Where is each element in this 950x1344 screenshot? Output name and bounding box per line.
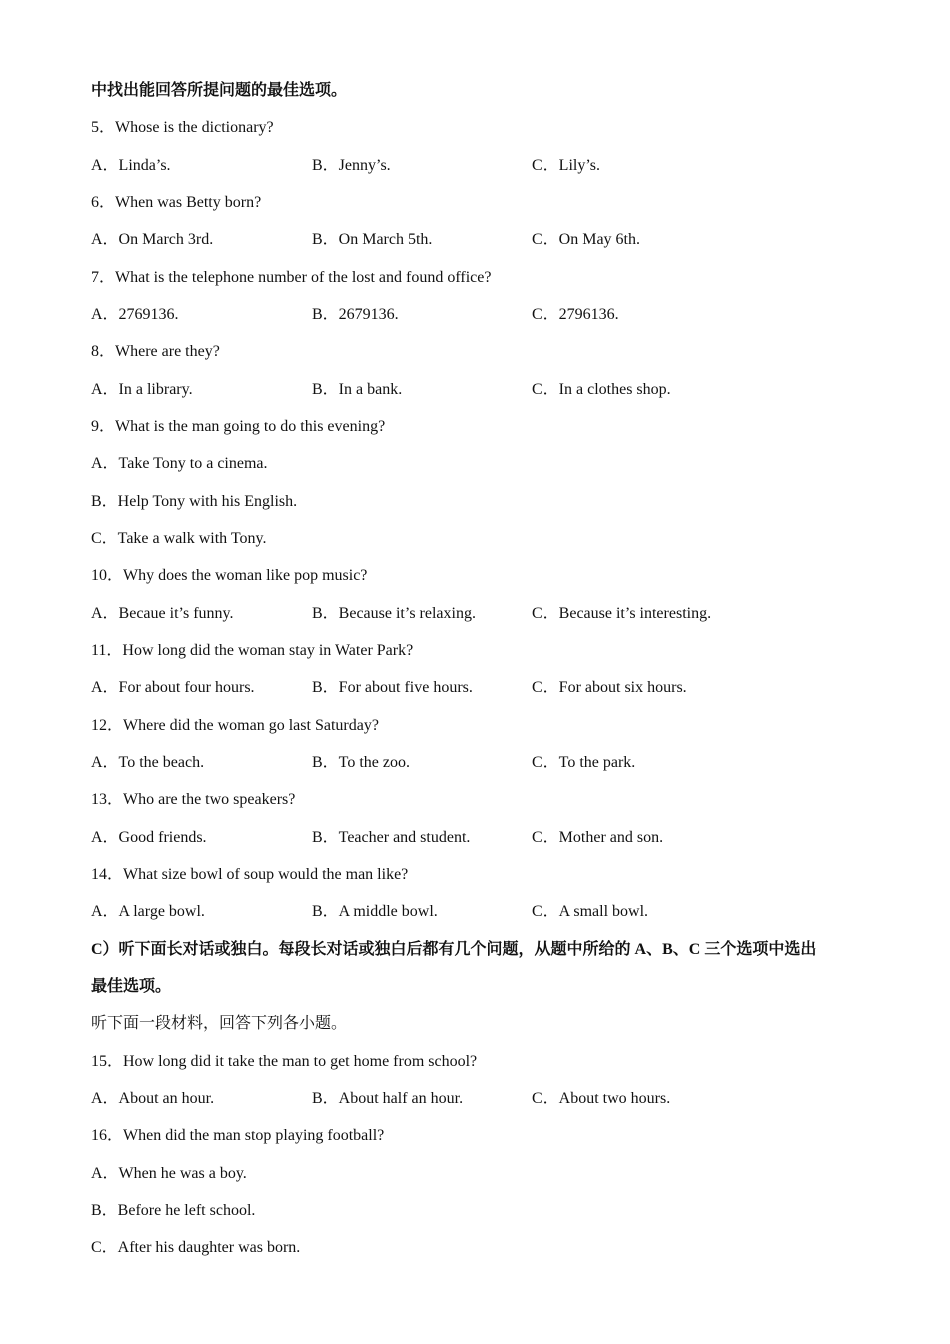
option-a: A．Take Tony to a cinema. — [91, 455, 268, 472]
option-b: B．Before he left school. — [91, 1202, 256, 1219]
question-16-stem: 16．When did the man stop playing football? — [91, 1127, 385, 1144]
option-a: A．Becaue it’s funny. — [91, 605, 234, 622]
question-9-stem: 9．What is the man going to do this evening? — [91, 418, 386, 435]
question-5-stem: 5．Whose is the dictionary? — [91, 119, 274, 136]
option-b: B．To the zoo. — [312, 754, 410, 771]
option-c: C．For about six hours. — [532, 679, 687, 696]
option-c: C．About two hours. — [532, 1090, 671, 1107]
section-c-heading: C）听下面长对话或独白。每段长对话或独白后都有几个问题，从题中所给的 A、B、C 三个选项中选出 — [91, 941, 817, 958]
option-b: B．2679136. — [312, 306, 399, 323]
option-b: B．Because it’s relaxing. — [312, 605, 476, 622]
option-b: B．On March 5th. — [312, 231, 433, 248]
option-b: B．Help Tony with his English. — [91, 493, 298, 510]
option-a: A．For about four hours. — [91, 679, 255, 696]
section-c-heading-cont: 最佳选项。 — [91, 978, 172, 995]
section-c-sub-instruction: 听下面一段材料，回答下列各小题。 — [91, 1015, 348, 1032]
instruction-text: 中找出能回答所提问题的最佳选项。 — [91, 82, 348, 99]
option-a: A．2769136. — [91, 306, 179, 323]
option-c: C．2796136. — [532, 306, 619, 323]
option-c: C．Lily’s. — [532, 157, 601, 174]
option-b: B．Jenny’s. — [312, 157, 391, 174]
option-c: C．Because it’s interesting. — [532, 605, 712, 622]
option-a: A．To the beach. — [91, 754, 205, 771]
option-a: A．Linda’s. — [91, 157, 171, 174]
option-a: A．Good friends. — [91, 829, 207, 846]
option-c: C．A small bowl. — [532, 903, 649, 920]
option-a: A．When he was a boy. — [91, 1165, 247, 1182]
option-c: C．On May 6th. — [532, 231, 641, 248]
option-c: C．To the park. — [532, 754, 636, 771]
option-b: B．A middle bowl. — [312, 903, 438, 920]
question-13-stem: 13．Who are the two speakers? — [91, 791, 296, 808]
option-a: A．About an hour. — [91, 1090, 215, 1107]
option-c: C．Take a walk with Tony. — [91, 530, 267, 547]
question-6-stem: 6．When was Betty born? — [91, 194, 262, 211]
option-b: B．In a bank. — [312, 381, 403, 398]
option-c: C．Mother and son. — [532, 829, 664, 846]
question-14-stem: 14．What size bowl of soup would the man like? — [91, 866, 409, 883]
option-a: A．A large bowl. — [91, 903, 205, 920]
option-b: B．Teacher and student. — [312, 829, 471, 846]
question-10-stem: 10．Why does the woman like pop music? — [91, 567, 368, 584]
question-8-stem: 8．Where are they? — [91, 343, 220, 360]
question-7-stem: 7．What is the telephone number of the lost and found office? — [91, 269, 492, 286]
option-b: B．About half an hour. — [312, 1090, 464, 1107]
option-c: C．In a clothes shop. — [532, 381, 671, 398]
question-12-stem: 12．Where did the woman go last Saturday? — [91, 717, 379, 734]
question-11-stem: 11．How long did the woman stay in Water Park? — [91, 642, 414, 659]
question-15-stem: 15．How long did it take the man to get home from school? — [91, 1053, 478, 1070]
option-b: B．For about five hours. — [312, 679, 473, 696]
option-a: A．In a library. — [91, 381, 193, 398]
option-a: A．On March 3rd. — [91, 231, 214, 248]
option-c: C．After his daughter was born. — [91, 1239, 301, 1256]
